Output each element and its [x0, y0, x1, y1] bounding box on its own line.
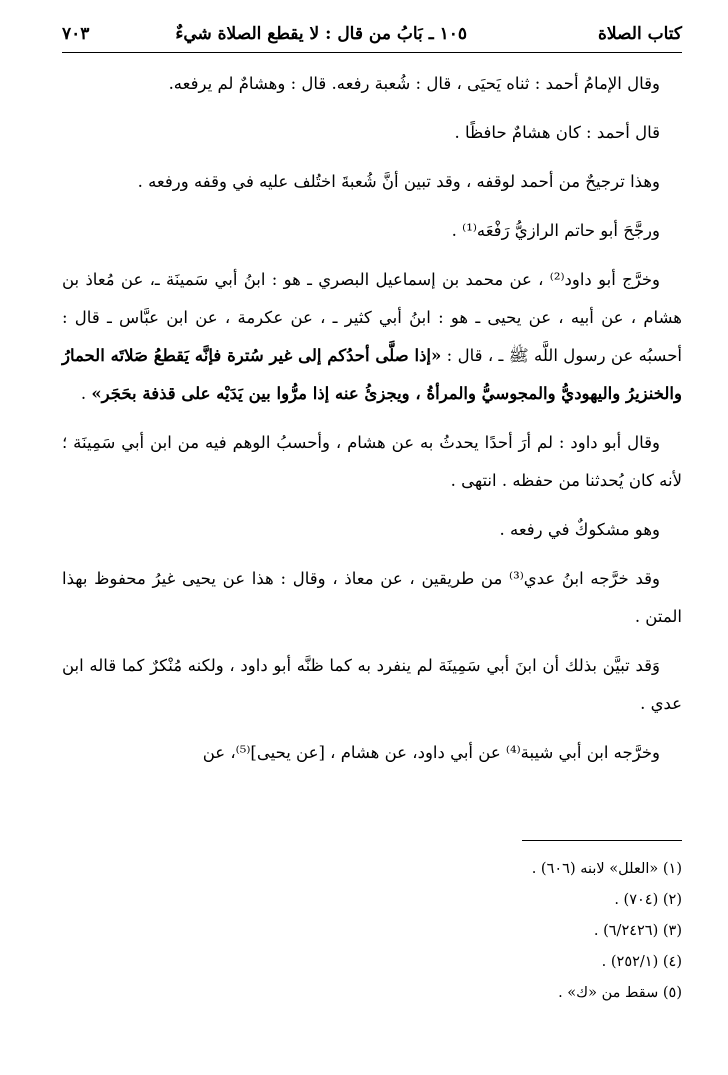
footnote: (١) «العلل» لابنه (٦٠٦) .: [531, 861, 682, 877]
paragraph: وَقد تبيَّن بذلك أن ابنَ أبي سَمِينَة لم ينفرد به كما ظنَّه أبو داود ، ولكنه مُنْكرٌ كما قاله ابن عدي .: [62, 656, 682, 713]
hadith-paragraph: [62, 261, 682, 413]
footnotes: [62, 854, 682, 1009]
footnote-separator: [522, 840, 682, 841]
footnote: (٢) (٧٠٤) .: [614, 892, 682, 908]
hadith-matn: «إذا صلَّى أحدُكم إلى غير سُترة فإنَّه يَقطعُ صَلاتَه الحمارُ والخنزيرُ واليهوديُّ والمجوسيُّ والمرأةُ ، ويجزئُ عنه إذا مرُّوا بين يَدَيْه على قذفة بحَجَر»: [62, 346, 682, 403]
paragraph: وهذا ترجيحٌ من أحمد لوقفه ، وقد تبين أنَّ شُعبةَ اختُلف عليه في وقفه ورفعه .: [137, 172, 660, 191]
footnote: (٥) سقط من «ك» .: [558, 985, 682, 1001]
page-number: ٧٠٣: [62, 24, 90, 44]
hadith-isnad: وخرَّج أبو داود⁽²⁾ ، عن محمد بن إسماعيل البصري ـ هو : ابنُ أبي سَمينَة ـ، عن مُعاذ بن هشام ، عن أبيه ، عن يحيى ـ هو : ابنُ أبي كثير ـ ، عن عكرمة ، عن ابن عبَّاس ـ قال : أحسبُه عن رسول اللَّه ﷺ ـ ، قال :: [62, 270, 682, 365]
main-text: [62, 65, 682, 772]
paragraph: قال أحمد : كان هشامٌ حافظًا .: [454, 123, 660, 142]
book-title: كتاب الصلاة: [597, 24, 682, 44]
chapter-title: ١٠٥ ـ بَابُ من قال : لا يقطع الصلاة شيءٌ: [175, 24, 467, 44]
paragraph: وقال أبو داود : لم أرَ أحدًا يحدثُ به عن هشام ، وأحسبُ الوهم فيه من ابن أبي سَمِينَة ؛ لأنه كان يُحدثنا من حفظه . انتهى .: [62, 433, 682, 490]
footnote: (٤) (٢٥٢/١) .: [601, 954, 682, 970]
paragraph: وخرَّجه ابن أبي شيبة⁽⁴⁾ عن أبي داود، عن هشام ، [عن يحيى]⁽⁵⁾، عن: [202, 743, 660, 762]
paragraph: وقال الإمامُ أحمد : ثناه يَحيَى ، قال : شُعبة رفعه. قال : وهشامٌ لم يرفعه.: [168, 74, 660, 93]
paragraph: وهو مشكوكٌ في رفعه .: [499, 520, 660, 539]
hadith-end: .: [80, 384, 92, 403]
footnote: (٣) (٦/٢٤٢٦) .: [593, 923, 682, 939]
running-header: [62, 18, 682, 53]
book-page: [62, 18, 682, 1001]
paragraph: ورجَّحَ أبو حاتم الرازيُّ رَفْعَه⁽¹⁾ .: [451, 221, 660, 240]
paragraph: وقد خرَّجه ابنُ عدي⁽³⁾ من طريقين ، عن معاذ ، وقال : هذا عن يحيى غيرُ محفوظ بهذا المتن .: [62, 569, 682, 626]
